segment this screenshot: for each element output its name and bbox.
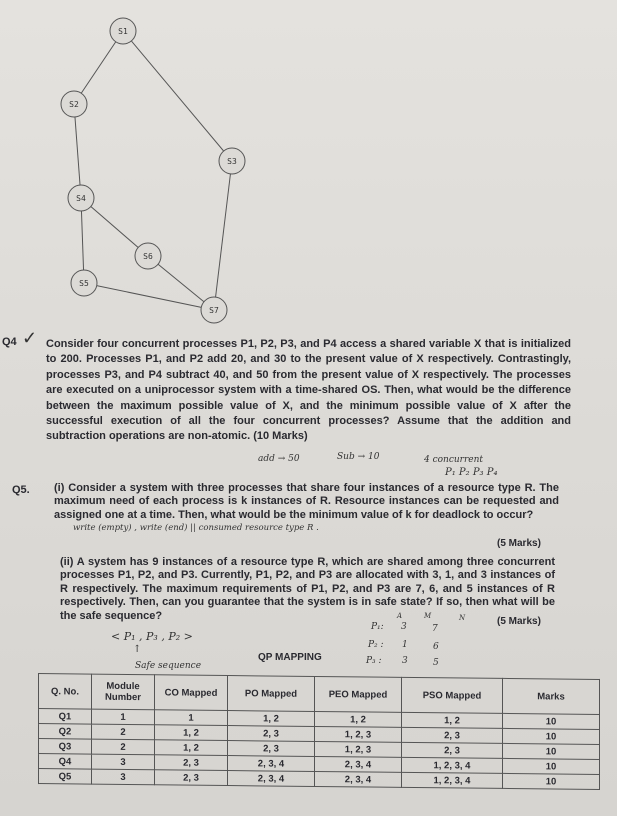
note-p1-max: 7 bbox=[432, 624, 438, 634]
graph-node-S1 bbox=[110, 18, 136, 44]
note-p1-alloc: 3 bbox=[401, 622, 407, 632]
graph-node-S3 bbox=[219, 148, 245, 174]
q5-part2-text: (ii) A system has 9 instances of a resource type R, which are shared among three concurrent processes P1, P2, and P3. Currently, P1, P2, and P3 are allocated with 3, 1, and 3 instances of R respectively. The maximum requirements of P1, P2, and P3 are 7, 6, and 5 instances of R respectively. Then, can you guarantee that the system is in safe state? If so, then what will be the safe sequence? bbox=[60, 556, 555, 622]
q5-part2-marks: (5 Marks) bbox=[497, 616, 541, 627]
table-cell: 10 bbox=[503, 773, 600, 789]
table-cell: 2, 3, 4 bbox=[228, 756, 315, 772]
graph-edge-S1-S3 bbox=[123, 31, 232, 161]
table-cell: 2 bbox=[92, 724, 155, 740]
table-cell: 3 bbox=[92, 754, 155, 770]
col-module: Module Number bbox=[92, 674, 155, 710]
check-mark-icon: ✓ bbox=[22, 328, 38, 348]
col-po: PO Mapped bbox=[228, 676, 315, 712]
table-cell: 1, 2 bbox=[155, 725, 228, 741]
graph-node-S2 bbox=[61, 91, 87, 117]
note-p2: P₂ : bbox=[368, 640, 384, 650]
col-q-no: Q. No. bbox=[39, 674, 92, 710]
table-cell: 2, 3 bbox=[155, 755, 228, 771]
note-p2-alloc: 1 bbox=[402, 640, 408, 650]
table-cell: Q5 bbox=[39, 769, 92, 785]
table-cell: 10 bbox=[503, 743, 600, 759]
q4-number: Q4 bbox=[2, 336, 17, 348]
table-cell: Q4 bbox=[39, 754, 92, 770]
note-hdr-a: A bbox=[397, 612, 403, 620]
table-cell: 1, 2, 3, 4 bbox=[402, 772, 503, 788]
q5-part1-text: (i) Consider a system with three processes that share four instances of a resource type R. The maximum need of each process is k instances of R. Resource instances can be requested and assigned one at a time. Then, what would be the minimum value of k for deadlock to occur? bbox=[54, 482, 559, 521]
note-safe-seq: < P₁ , P₃ , P₂ > bbox=[111, 630, 193, 643]
col-co: CO Mapped bbox=[155, 675, 228, 711]
table-cell: 2, 3 bbox=[402, 727, 503, 743]
col-pso: PSO Mapped bbox=[402, 677, 503, 713]
table-cell: 1 bbox=[92, 709, 155, 725]
svg-text:S7: S7 bbox=[209, 306, 219, 315]
table-cell: 2, 3 bbox=[155, 770, 228, 786]
table-cell: 10 bbox=[503, 728, 600, 744]
svg-text:S4: S4 bbox=[76, 194, 86, 203]
note-hdr-n: N bbox=[459, 614, 466, 622]
q5-number: Q5. bbox=[12, 484, 30, 496]
graph-node-S6 bbox=[135, 243, 161, 269]
q5-part1-note: write (empty) , write (end) || consumed resource type R . bbox=[73, 523, 319, 533]
table-cell: 2, 3, 4 bbox=[315, 756, 402, 772]
q5-part1-marks: (5 Marks) bbox=[497, 538, 541, 549]
table-cell: 2, 3 bbox=[228, 726, 315, 742]
col-peo: PEO Mapped bbox=[315, 676, 402, 712]
table-cell: 1, 2, 3, 4 bbox=[402, 757, 503, 773]
col-marks: Marks bbox=[503, 678, 600, 714]
note-safe-label: Safe sequence bbox=[135, 661, 202, 671]
q4-text: Consider four concurrent processes P1, P2, P3, and P4 access a shared variable X that is initialized to 200. Processes P1, and P2 add 20, and 30 to the present value of X respectively. Contrastingly, processes P3, and P4 subtract 40, and 50 from the present value of X respectively. The processes are executed on a uniprocessor system with a time-shared OS. Then, what would be the difference between the maximum possible value of X, and the minimum possible value of X after the successful execution of all the four concurrent processes? Assume that the addition and subtraction operations are non-atomic. (10 Marks) bbox=[46, 338, 571, 443]
graph-edge-S3-S7 bbox=[214, 161, 232, 310]
table-cell: 2, 3 bbox=[228, 741, 315, 757]
note-p3-alloc: 3 bbox=[402, 656, 408, 666]
table-cell: 3 bbox=[92, 769, 155, 785]
table-cell: 2 bbox=[92, 739, 155, 755]
graph-node-S7 bbox=[201, 297, 227, 323]
qp-mapping-title: QP MAPPING bbox=[258, 652, 322, 663]
svg-text:S2: S2 bbox=[69, 100, 79, 109]
svg-text:S6: S6 bbox=[143, 252, 153, 261]
table-cell: 1 bbox=[155, 710, 228, 726]
svg-text:S1: S1 bbox=[118, 27, 128, 36]
graph-edge-S5-S7 bbox=[84, 283, 214, 310]
note-p3: P₃ : bbox=[366, 656, 382, 666]
note-concurrent: 4 concurrent bbox=[424, 455, 484, 465]
note-p2-max: 6 bbox=[433, 642, 439, 652]
graph-edge-S2-S4 bbox=[74, 104, 81, 198]
table-cell: 1, 2 bbox=[155, 740, 228, 756]
note-caret: ↑ bbox=[133, 644, 142, 655]
graph-node-S5 bbox=[71, 270, 97, 296]
table-cell: 10 bbox=[503, 713, 600, 729]
note-processes: P₁ P₂ P₃ P₄ bbox=[445, 467, 498, 478]
table-cell: 1, 2, 3 bbox=[315, 741, 402, 757]
svg-text:S3: S3 bbox=[227, 157, 237, 166]
table-cell: 1, 2 bbox=[228, 711, 315, 727]
note-p3-max: 5 bbox=[433, 658, 439, 668]
svg-text:S5: S5 bbox=[79, 279, 89, 288]
table-cell: 2, 3 bbox=[402, 742, 503, 758]
table-cell: 1, 2 bbox=[315, 711, 402, 727]
table-header-row bbox=[39, 674, 600, 715]
note-hdr-m: M bbox=[424, 612, 432, 620]
table-cell: 2, 3, 4 bbox=[228, 771, 315, 787]
note-sub: Sub → 10 bbox=[337, 452, 380, 462]
table-cell: 1, 2, 3 bbox=[315, 726, 402, 742]
note-p1: P₁: bbox=[371, 622, 384, 632]
table-cell: 10 bbox=[503, 758, 600, 774]
table-cell: 2, 3, 4 bbox=[315, 771, 402, 787]
table-cell: 1, 2 bbox=[402, 712, 503, 728]
precedence-graph bbox=[0, 0, 617, 330]
table-cell: Q3 bbox=[39, 739, 92, 755]
qp-mapping-table bbox=[38, 673, 600, 790]
note-add: add → 50 bbox=[258, 454, 300, 464]
table-cell: Q2 bbox=[39, 724, 92, 740]
graph-node-S4 bbox=[68, 185, 94, 211]
table-cell: Q1 bbox=[39, 709, 92, 725]
